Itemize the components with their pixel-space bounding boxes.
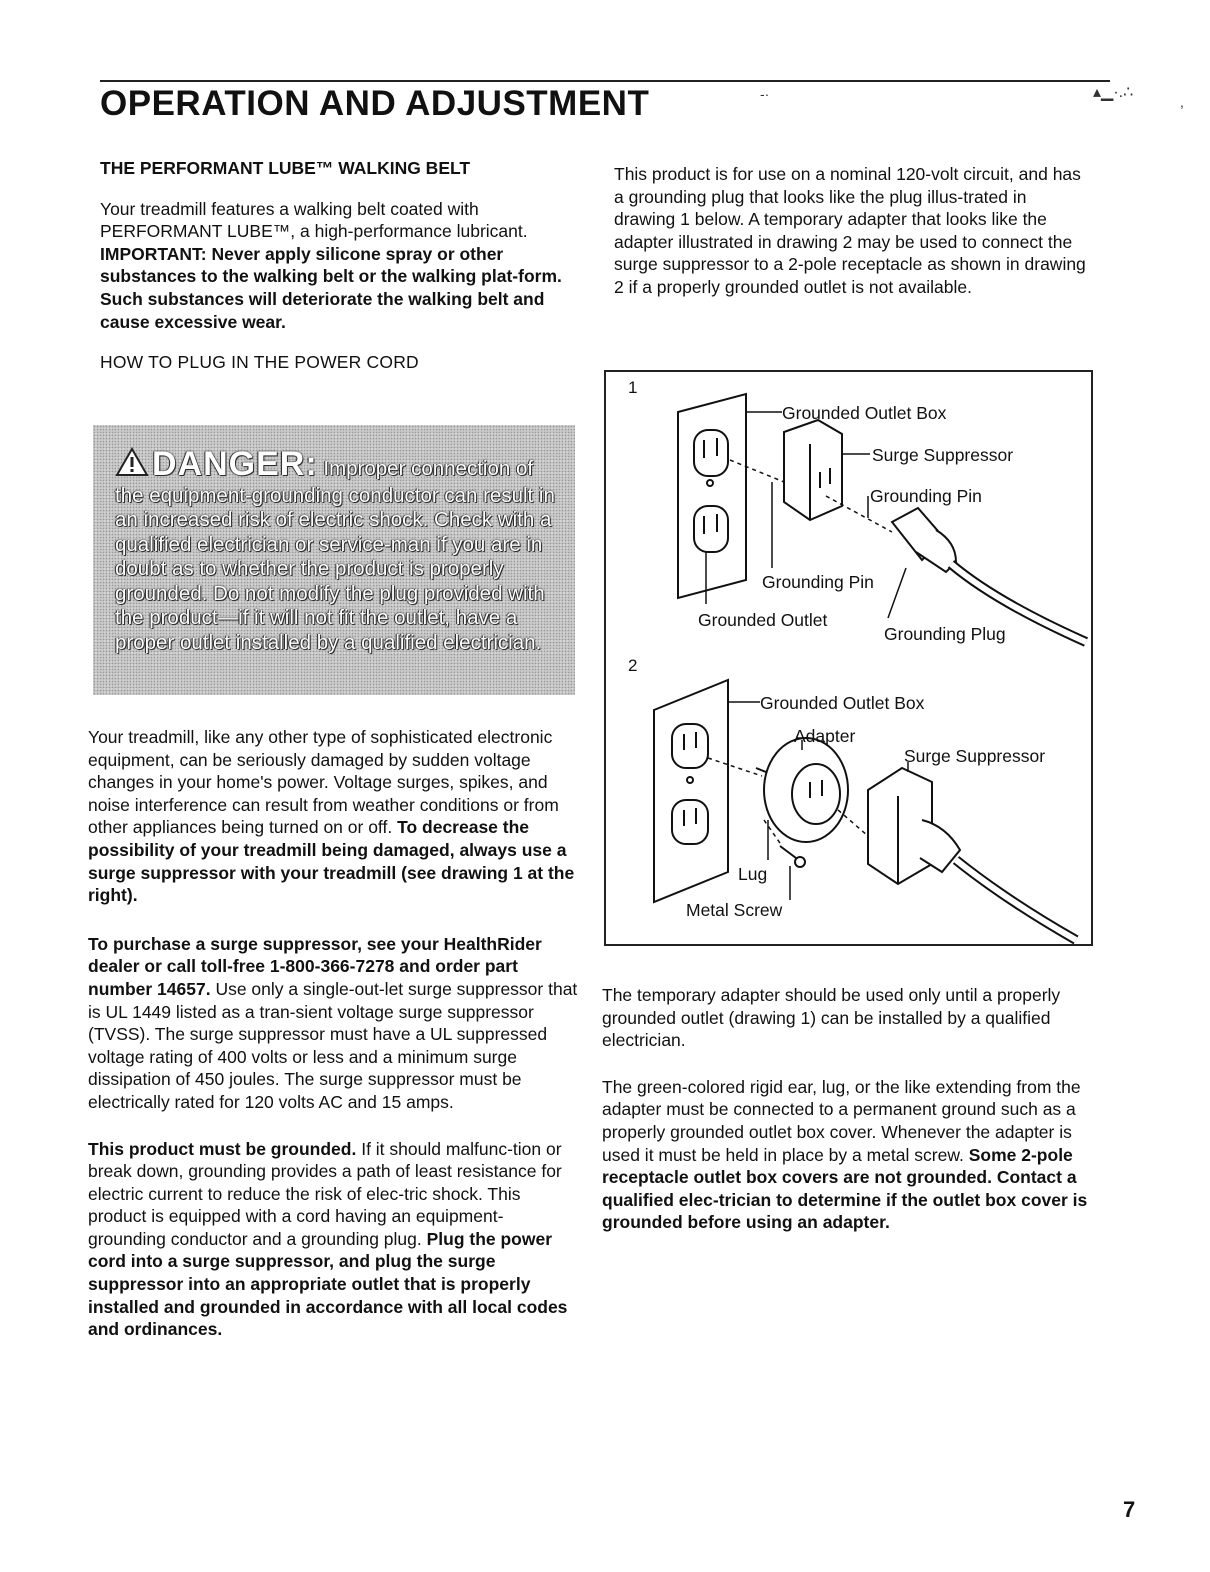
- paragraph-lube: [100, 198, 590, 334]
- page-title: OPERATION AND ADJUSTMENT: [100, 84, 650, 123]
- label-grounded-outlet-box: Grounded Outlet Box: [760, 693, 925, 713]
- label-grounded-outlet: Grounded Outlet: [698, 610, 828, 630]
- ground-text: If it should malfunc-tion or break down, grounding provides a path of least resistance for electric current to reduce the risk of elec-tric shock. This product is equipped with a cord having an equipment-grounding conductor and a grounding plug.: [88, 1138, 562, 1249]
- section-heading-power-cord: HOW TO PLUG IN THE POWER CORD: [100, 352, 419, 373]
- label-grounding-pin-top: Grounding Pin: [870, 486, 982, 506]
- outlet-plate: [678, 394, 746, 598]
- metal-screw: [780, 846, 805, 867]
- paragraph-circuit: This product is for use on a nominal 120-volt circuit, and has a grounding plug that looks like the plug illus-trated in drawing 1 below. A temporary adapter that looks like the adapter illustrated in drawing 2 may be used to connect the surge suppressor to a 2-pole receptacle as shown in drawing 2 if a properly grounded outlet is not available.: [614, 164, 1086, 297]
- paragraph-ground: [88, 1138, 580, 1341]
- scan-speck: -·: [760, 86, 770, 102]
- paragraph-purchase: [88, 933, 580, 1114]
- drawing-1: [604, 370, 1093, 652]
- paragraph-green-lug: [602, 1076, 1092, 1234]
- green-lug-warning: Some 2-pole receptacle outlet box covers are not grounded. Contact a qualified elec-trician to determine if the outlet box cover is grounded before using an adapter.: [602, 1144, 1088, 1233]
- scan-speck: ▴▁·.∴: [1093, 84, 1134, 101]
- right-column-top: [614, 163, 1090, 317]
- label-grounding-plug: Grounding Plug: [884, 624, 1006, 644]
- page-number: 7: [1123, 1497, 1136, 1522]
- right-column-bottom: [602, 984, 1092, 1252]
- surge-suppressor: [868, 768, 1076, 940]
- paragraph-temporary-adapter: The temporary adapter should be used only until a properly grounded outlet (drawing 1) can be installed by a qualified electrician.: [602, 985, 1061, 1051]
- label-surge-suppressor: Surge Suppressor: [904, 746, 1046, 766]
- label-adapter: Adapter: [794, 726, 856, 746]
- label-grounded-outlet-box: Grounded Outlet Box: [782, 403, 947, 423]
- danger-text: Improper connection of the equipment-grounding conductor can result in an increased risk of electric shock. Check with a qualified electrician or service-man if you are in doubt as to whether the product is properly grounded. Do not modify the plug provided with the product—if it will not fit the outlet, have a proper outlet installed by a qualified electrician.: [115, 457, 555, 654]
- surge-text: Your treadmill, like any other type of sophisticated electronic equipment, can be seriously damaged by sudden voltage changes in your home's power. Voltage surges, spikes, and noise interference can result from weather conditions or from other appliances being turned on or off.: [88, 727, 559, 838]
- danger-box: [93, 425, 575, 695]
- left-column-top: [100, 157, 590, 398]
- ground-statement: This product must be grounded.: [88, 1138, 357, 1159]
- green-lug-text: The green-colored rigid ear, lug, or the like extending from the adapter must be connected to a permanent ground such as a properly grounded outlet box cover. Whenever the adapter is used it must be held in place by a metal screw.: [602, 1076, 1081, 1165]
- label-lug: Lug: [738, 864, 768, 884]
- header-rule: [100, 80, 1110, 82]
- left-column-bottom: [88, 726, 580, 1359]
- surge-warning: To decrease the possibility of your treadmill being damaged, always use a surge suppressor with your treadmill (see drawing 1 at the right).: [88, 817, 575, 906]
- label-metal-screw: Metal Screw: [686, 900, 783, 920]
- grounding-plug: [892, 508, 1086, 642]
- surge-suppressor: [784, 420, 842, 520]
- paragraph-surge: [88, 726, 580, 907]
- scan-speck: ,: [1180, 94, 1184, 110]
- purchase-text: Use only a single-out-let surge suppressor that is UL 1449 listed as a tran-sient voltage surge suppressor (TVSS). The surge suppressor must have a UL suppressed voltage rating of 400 volts or less and a minimum surge dissipation of 450 joules. The surge suppressor must be electrically rated for 120 volts AC and 15 amps.: [88, 978, 578, 1112]
- purchase-info: To purchase a surge suppressor, see your HealthRider dealer or call toll-free 1-800-366-7278 and order part number 14657.: [88, 933, 542, 999]
- adapter: [756, 738, 848, 842]
- ground-instruction: Plug the power cord into a surge suppressor, and plug the surge suppressor into an appropriate outlet that is properly installed and grounded in accordance with all local codes and ordinances.: [88, 1228, 568, 1340]
- drawing-2-illustration: [606, 650, 1091, 944]
- drawing-1-illustration: [606, 372, 1091, 650]
- drawing-number: 1: [628, 378, 638, 397]
- section-heading-lube: THE PERFORMANT LUBE™ WALKING BELT: [100, 158, 471, 178]
- warning-triangle-icon: [115, 447, 149, 484]
- drawing-2: [604, 650, 1093, 946]
- lube-warning: IMPORTANT: Never apply silicone spray or other substances to the walking belt or the walking plat-form. Such substances will deteriorate the walking belt and cause excessive wear.: [100, 243, 562, 332]
- danger-title: DANGER:: [152, 445, 318, 483]
- label-grounding-pin-bottom: Grounding Pin: [762, 572, 874, 592]
- label-surge-suppressor: Surge Suppressor: [872, 445, 1014, 465]
- drawing-number: 2: [628, 656, 638, 675]
- lube-text: Your treadmill features a walking belt coated with PERFORMANT LUBE™, a high-performance lubricant.: [100, 198, 528, 242]
- outlet-plate: [654, 680, 728, 902]
